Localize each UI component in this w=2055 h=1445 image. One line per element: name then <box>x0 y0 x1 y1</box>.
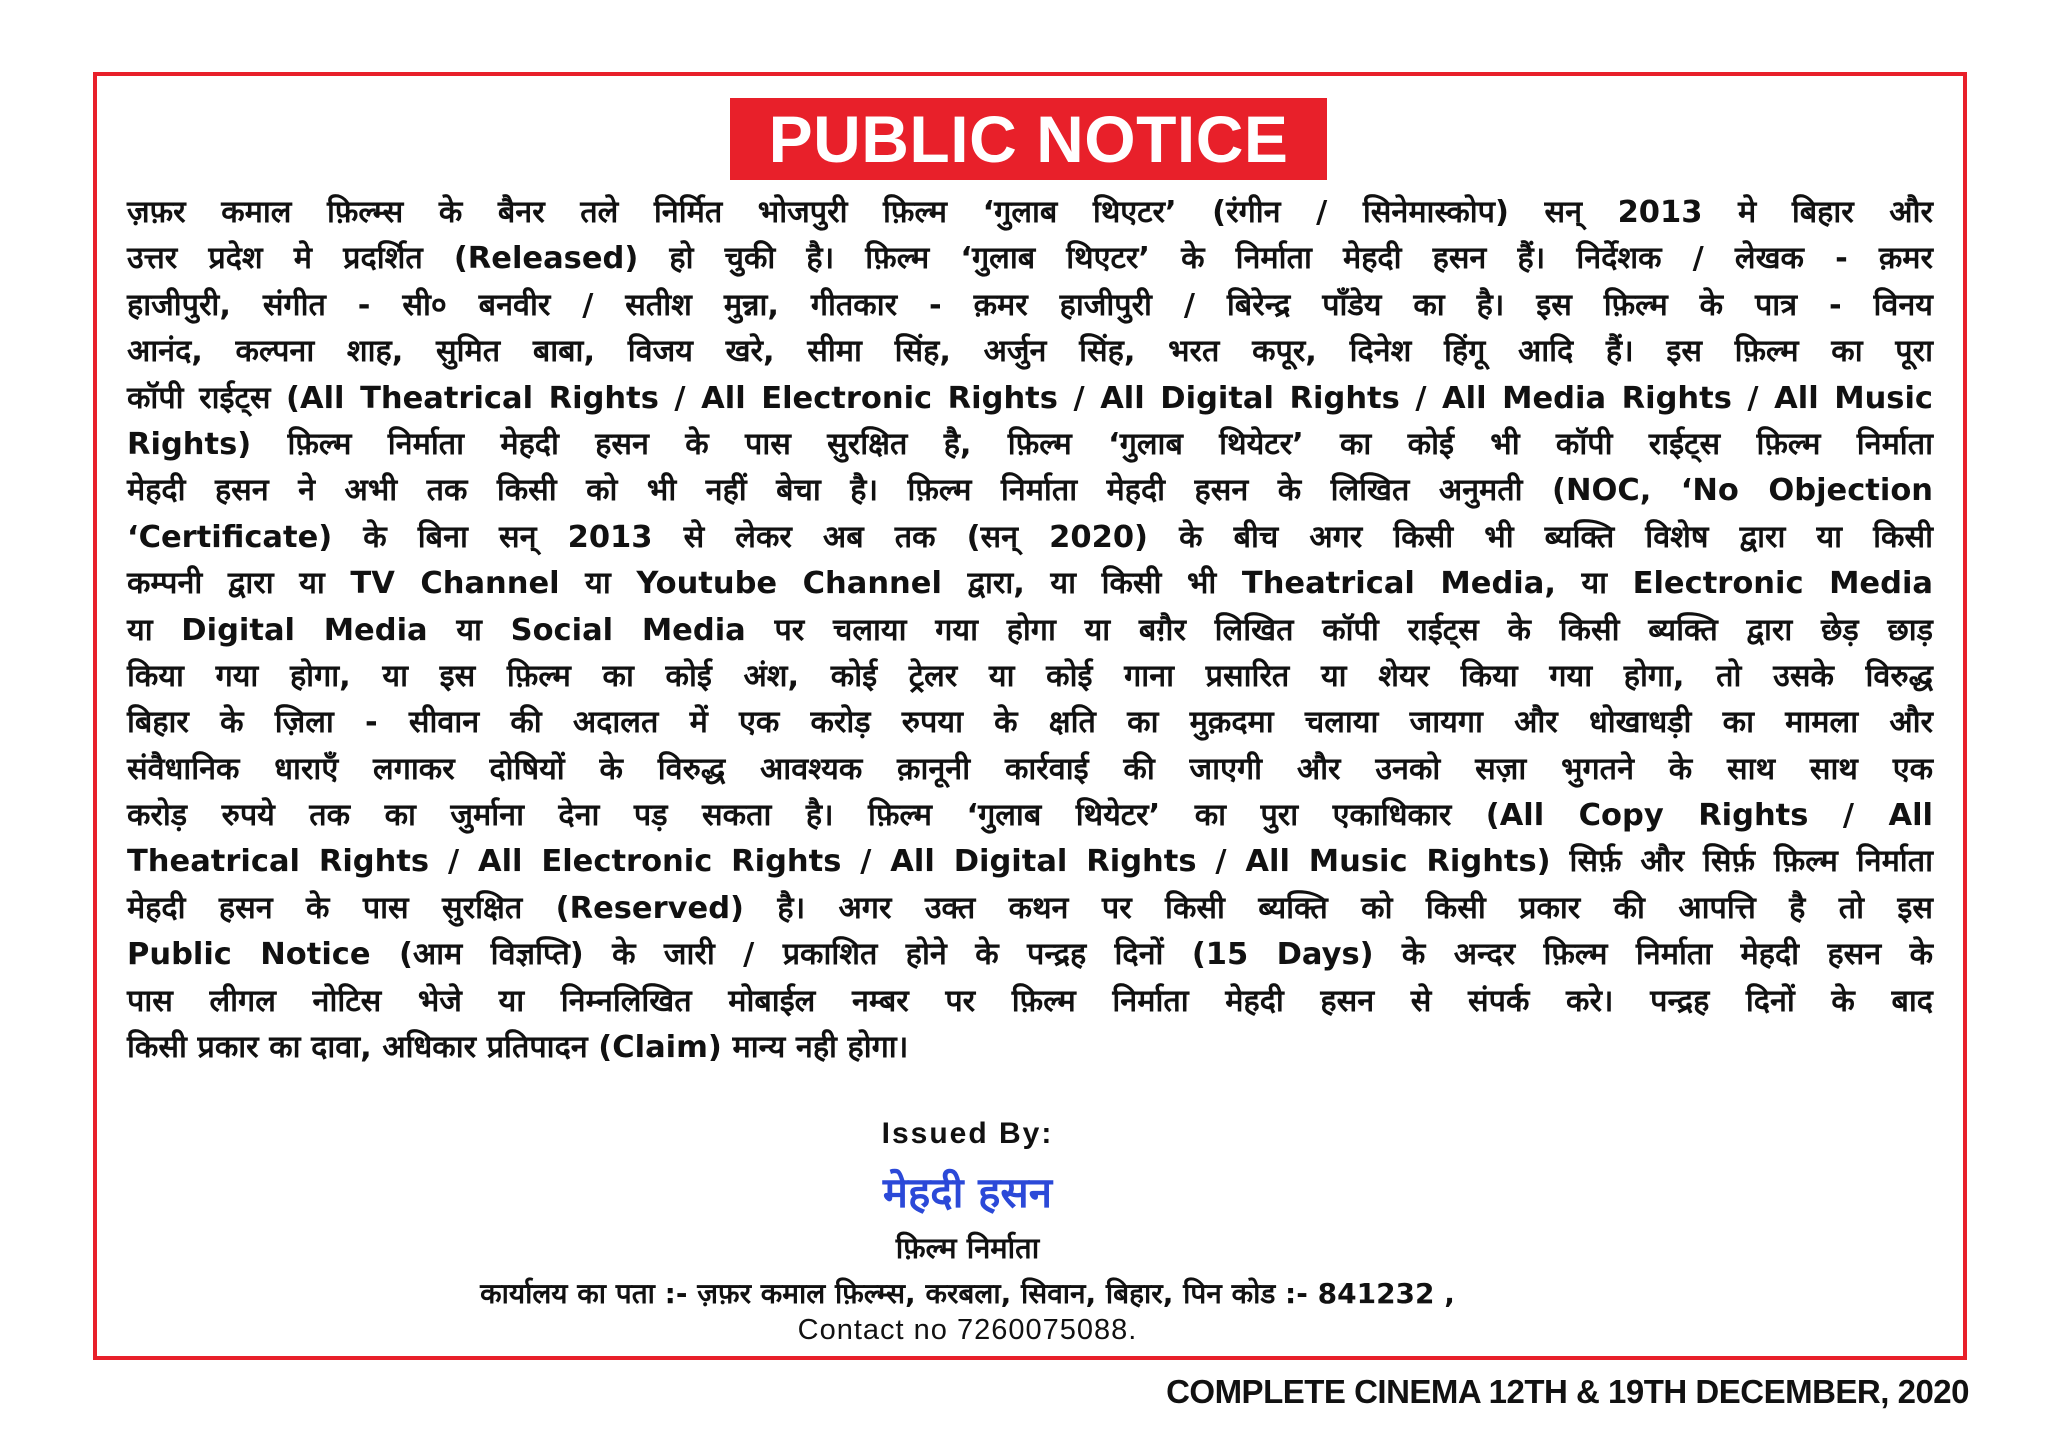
notice-body-line: संवैधानिक धाराएँ लगाकर दोषियों के विरुद्ध आवश्यक क़ानूनी कार्रवाई की जाएगी और उनको सज़ा भुगतने के साथ साथ एक <box>127 751 1933 787</box>
notice-body-line: बिहार के ज़िला - सीवान की अदालत में एक करोड़ रुपया के क्षति का मुक़दमा चलाया जायगा और धोखाधड़ी का मामला और <box>127 705 1933 741</box>
notice-body-line: आनंद, कल्पना शाह, सुमित बाबा, विजय खरे, सीमा सिंह, अर्जुन सिंह, भरत कपूर, दिनेश हिंगू आदि हैं। इस फ़िल्म का पूरा <box>127 334 1933 370</box>
notice-body-line: मेहदी हसन ने अभी तक किसी को भी नहीं बेचा है। फ़िल्म निर्माता मेहदी हसन के लिखित अनुमती (NOC, ‘No Objection <box>127 473 1933 509</box>
notice-body-line: किसी प्रकार का दावा, अधिकार प्रतिपादन (Claim) मान्य नही होगा। <box>127 1030 909 1066</box>
notice-body-line: मेहदी हसन के पास सुरक्षित (Reserved) है। अगर उक्त कथन पर किसी ब्यक्ति को किसी प्रकार की आपत्ति है तो इस <box>127 890 1933 926</box>
notice-body-line: करोड़ रुपये तक का जुर्माना देना पड़ सकता है। फ़िल्म ‘गुलाब थियेटर’ का पुरा एकाधिकार (All Copy Rights / All <box>127 798 1933 834</box>
notice-body-line: या Digital Media या Social Media पर चलाया गया होगा या बग़ैर लिखित कॉपी राईट्स के किसी ब्यक्ति द्वारा छेड़ छाड़ <box>127 612 1933 648</box>
notice-title-banner: PUBLIC NOTICE <box>730 98 1327 180</box>
notice-body-line: कॉपी राईट्स (All Theatrical Rights / All Electronic Rights / All Digital Rights / All Media Rights / All Music <box>127 380 1933 416</box>
notice-body-line: Public Notice (आम विज्ञप्ति) के जारी / प्रकाशित होने के पन्द्रह दिनों (15 Days) के अन्दर फ़िल्म निर्माता मेहदी हसन के <box>127 937 1933 973</box>
contact-number: Contact no 7260075088. <box>797 1314 1138 1346</box>
issuer-role: फ़िल्म निर्माता <box>895 1231 1040 1265</box>
notice-body-line: उत्तर प्रदेश मे प्रदर्शित (Released) हो चुकी है। फ़िल्म ‘गुलाब थिएटर’ के निर्माता मेहदी हसन हैं। निर्देशक / लेखक - क़मर <box>127 241 1933 277</box>
notice-body-line: Rights) फ़िल्म निर्माता मेहदी हसन के पास सुरक्षित है, फ़िल्म ‘गुलाब थियेटर’ का कोई भी कॉपी राईट्स फ़िल्म निर्माता <box>127 426 1933 462</box>
notice-body-line: Theatrical Rights / All Electronic Rights / All Digital Rights / All Music Rights) सिर्फ़ और सिर्फ़ फ़िल्म निर्माता <box>127 844 1933 880</box>
issuer-name: मेहदी हसन <box>882 1168 1053 1217</box>
notice-body-line: पास लीगल नोटिस भेजे या निम्नलिखित मोबाईल नम्बर पर फ़िल्म निर्माता मेहदी हसन से संपर्क करे। पन्द्रह दिनों के बाद <box>127 983 1933 1019</box>
notice-body-line: किया गया होगा, या इस फ़िल्म का कोई अंश, कोई ट्रेलर या कोई गाना प्रसारित या शेयर किया गया होगा, तो उसके विरुद्ध <box>127 658 1933 694</box>
notice-body-line: हाजीपुरी, संगीत - सी० बनवीर / सतीश मुन्ना, गीतकार - क़मर हाजीपुरी / बिरेन्द्र पाँडेय का है। इस फ़िल्म के पात्र - विनय <box>127 287 1933 323</box>
publication-credit: COMPLETE CINEMA 12TH & 19TH DECEMBER, 2020 <box>1166 1373 1969 1410</box>
notice-body <box>127 190 1933 1071</box>
notice-body-line: ज़फ़र कमाल फ़िल्म्स के बैनर तले निर्मित भोजपुरी फ़िल्म ‘गुलाब थिएटर’ (रंगीन / सिनेमास्कोप) सन् 2013 मे बिहार और <box>127 195 1933 230</box>
notice-body-line: ‘Certificate) के बिना सन् 2013 से लेकर अब तक (सन् 2020) के बीच अगर किसी भी ब्यक्ति विशेष द्वारा या किसी <box>127 519 1933 555</box>
office-address: कार्यालय का पता :- ज़फ़र कमाल फ़िल्म्स, करबला, सिवान, बिहार, पिन कोड :- 841232 , <box>480 1277 1455 1310</box>
notice-body-line: कम्पनी द्वारा या TV Channel या Youtube Channel द्वारा, या किसी भी Theatrical Media, या Electronic Media <box>127 566 1933 602</box>
issued-by-label: Issued By: <box>881 1117 1054 1150</box>
